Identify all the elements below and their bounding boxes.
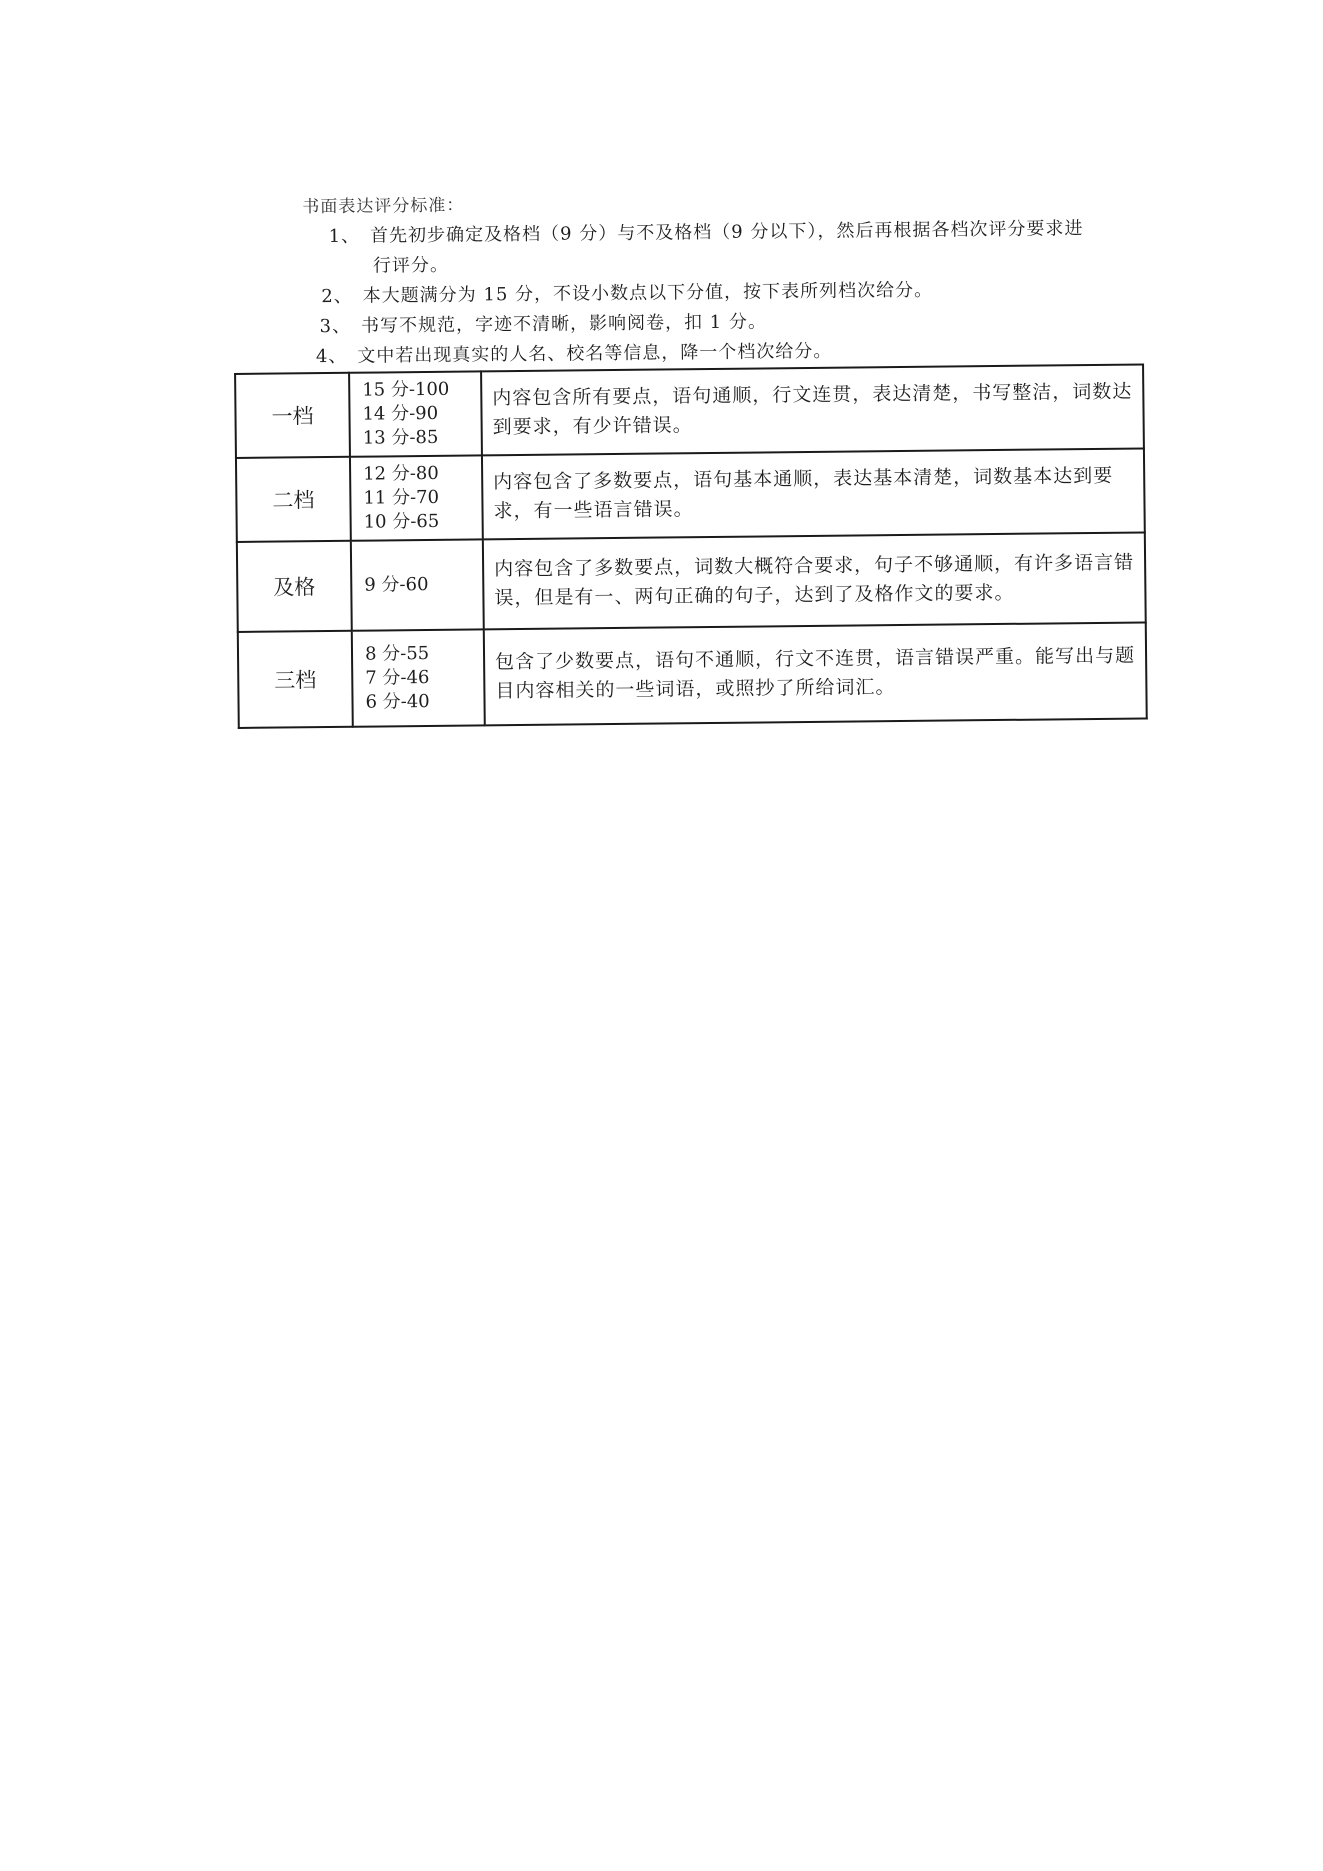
description-cell: 内容包含了多数要点，语句基本通顺，表达基本清楚，词数基本达到要求，有一些语言错误。 xyxy=(482,448,1145,539)
rule-text: 文中若出现真实的人名、校名等信息，降一个档次给分。 xyxy=(357,340,833,367)
grade-cell: 三档 xyxy=(238,631,353,728)
scanned-document xyxy=(232,165,1167,713)
score-line: 8 分-55 xyxy=(364,642,430,665)
rule-1-continuation: 行评分。 xyxy=(372,254,450,277)
table-row xyxy=(238,622,1147,728)
rule-3 xyxy=(319,307,767,338)
score-line: 15 分-100 xyxy=(362,378,450,401)
score-line: 14 分-90 xyxy=(362,402,439,425)
table-row xyxy=(236,448,1145,542)
grade-cell: 及格 xyxy=(237,541,352,632)
rule-4 xyxy=(316,337,833,368)
score-line: 10 分-65 xyxy=(363,510,440,533)
score-line: 13 分-85 xyxy=(362,426,439,449)
description-cell: 内容包含了多数要点，词数大概符合要求，句子不够通顺，有许多语言错误，但是有一、两句正确的句子，达到了及格作文的要求。 xyxy=(483,532,1146,629)
score-line: 11 分-70 xyxy=(363,486,440,509)
grade-cell: 一档 xyxy=(235,373,350,458)
score-cell xyxy=(351,539,484,630)
rule-number: 4、 xyxy=(315,345,348,368)
score-cell xyxy=(350,455,483,540)
rule-number: 3、 xyxy=(319,315,352,338)
rule-number: 2、 xyxy=(321,285,353,308)
rule-text: 本大题满分为 15 分，不设小数点以下分值，按下表所列档次给分。 xyxy=(362,279,934,307)
score-line: 6 分-40 xyxy=(365,690,430,713)
rule-1 xyxy=(328,214,1083,248)
table-row xyxy=(235,364,1144,458)
rule-2 xyxy=(321,276,933,308)
rule-text: 书写不规范，字迹不清晰，影响阅卷，扣 1 分。 xyxy=(360,311,768,337)
description-cell: 包含了少数要点，语句不通顺，行文不连贯，语言错误严重。能写出与题目内容相关的一些词语，或照抄了所给词汇。 xyxy=(484,622,1147,725)
score-cell xyxy=(349,371,482,456)
rule-text: 首先初步确定及格档（9 分）与不及格档（9 分以下），然后再根据各档次评分要求进 xyxy=(369,218,1084,247)
score-line: 7 分-46 xyxy=(365,666,430,689)
score-line: 9 分-60 xyxy=(364,573,429,596)
grade-cell: 二档 xyxy=(236,457,351,542)
score-line: 12 分-80 xyxy=(363,462,439,485)
table-row xyxy=(237,532,1146,632)
page-title: 书面表达评分标准： xyxy=(302,195,465,218)
description-cell: 内容包含所有要点，语句通顺，行文连贯，表达清楚，书写整洁，词数达到要求，有少许错误。 xyxy=(481,364,1144,455)
score-cell xyxy=(352,629,485,726)
rule-number: 1、 xyxy=(328,225,361,247)
grading-table xyxy=(234,363,1148,729)
